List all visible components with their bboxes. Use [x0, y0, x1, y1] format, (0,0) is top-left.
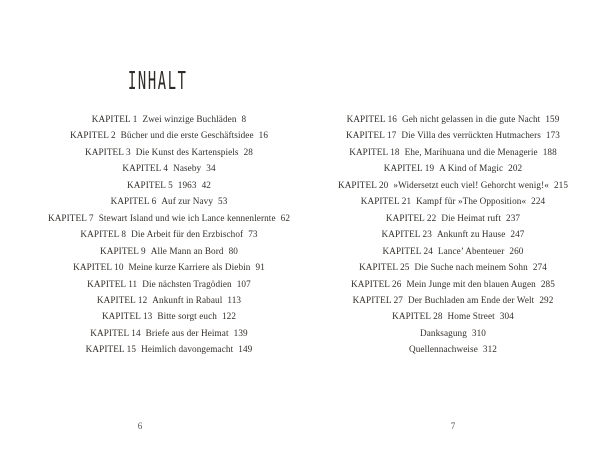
toc-entry-page-number: 304 — [499, 311, 514, 322]
toc-entry — [324, 276, 582, 292]
toc-entry-chapter-label: KAPITEL 2 — [69, 130, 116, 141]
toc-entry-title: Meine kurze Karriere als Diebin — [128, 262, 251, 273]
toc-entry-chapter-label: KAPITEL 8 — [80, 229, 127, 240]
toc-entry-page-number: 42 — [201, 179, 211, 190]
page-number-right: 7 — [450, 421, 456, 431]
toc-entry-chapter-label: KAPITEL 26 — [351, 278, 402, 289]
toc-entry — [324, 111, 582, 127]
toc-entry-title: Die Suche nach meinem Sohn — [414, 262, 528, 273]
toc-entry-page-number: 285 — [540, 278, 555, 289]
toc-entry-page-number: 247 — [510, 229, 525, 240]
toc-entry-chapter-label: KAPITEL 28 — [392, 311, 443, 322]
toc-entry-chapter-label: KAPITEL 3 — [84, 146, 131, 157]
toc-entry-chapter-label: KAPITEL 1 — [91, 114, 138, 124]
toc-entry — [324, 210, 582, 226]
toc-entry-title: Home Street — [447, 311, 495, 322]
toc-entry — [324, 292, 582, 308]
toc-column-right — [324, 111, 582, 358]
toc-entry-title: Ehe, Marihuana und die Menagerie — [404, 146, 538, 157]
toc-entry-chapter-label: KAPITEL 6 — [110, 196, 157, 207]
toc-entry — [40, 292, 298, 308]
page-number-left: 6 — [137, 421, 143, 431]
toc-entry-page-number: 188 — [542, 146, 557, 157]
toc-entry — [40, 341, 298, 357]
toc-entry-title: Die Heimat ruft — [441, 212, 501, 223]
toc-entry-title: 1963 — [177, 179, 197, 190]
toc-entry — [324, 341, 582, 357]
toc-entry-chapter-label: KAPITEL 24 — [382, 245, 433, 256]
toc-entry-page-number: 80 — [228, 245, 238, 256]
toc-entry-page-number: 34 — [206, 163, 216, 174]
toc-entry — [324, 193, 582, 209]
toc-entry-chapter-label: KAPITEL 5 — [127, 179, 173, 190]
toc-entry-page-number: 159 — [545, 114, 560, 124]
toc-entry — [40, 308, 298, 324]
toc-entry-chapter-label: KAPITEL 20 — [337, 179, 389, 190]
toc-entry — [324, 127, 582, 143]
toc-entry-chapter-label: KAPITEL 14 — [90, 327, 141, 338]
toc-entry — [40, 226, 298, 242]
toc-entry-title: Bücher und die erste Geschäftsidee — [120, 130, 254, 141]
toc-entry-chapter-label: KAPITEL 13 — [101, 311, 153, 322]
toc-entry — [40, 160, 298, 176]
toc-entry-page-number: 122 — [221, 311, 237, 322]
toc-entry-page-number: 62 — [280, 212, 291, 223]
toc-entry-chapter-label: KAPITEL 21 — [360, 196, 412, 207]
toc-entry-page-number: 139 — [233, 327, 248, 338]
toc-entry-page-number: 16 — [258, 130, 269, 141]
toc-entry-title: Der Buchladen am Ende der Welt — [407, 294, 535, 305]
toc-entry-chapter-label: KAPITEL 19 — [383, 163, 435, 174]
toc-entry-title: Die Arbeit für den Erzbischof — [131, 229, 244, 240]
toc-entry-page-number: 53 — [218, 196, 228, 207]
toc-entry — [40, 144, 298, 160]
toc-entry — [40, 127, 298, 143]
toc-entry-chapter-label: KAPITEL 11 — [87, 278, 138, 289]
toc-entry-chapter-label: KAPITEL 9 — [99, 245, 146, 256]
toc-entry-page-number: 237 — [506, 212, 521, 223]
toc-entry — [324, 177, 582, 193]
toc-entry — [40, 325, 298, 341]
toc-entry-page-number: 91 — [255, 262, 265, 273]
toc-entry-title: Die Kunst des Kartenspiels — [135, 146, 239, 157]
toc-entry-chapter-label: KAPITEL 4 — [122, 163, 169, 174]
toc-entry-title: Die nächsten Tragödien — [142, 278, 232, 289]
toc-entry-chapter-label: KAPITEL 18 — [349, 146, 400, 157]
toc-entry-title: Lance’ Abenteuer — [437, 245, 505, 256]
toc-entry-chapter-label: KAPITEL 23 — [381, 229, 432, 240]
toc-entry-page-number: 28 — [243, 146, 253, 157]
toc-entry — [40, 276, 298, 292]
toc-entry-chapter-label: KAPITEL 12 — [96, 294, 148, 305]
toc-entry-title: Bitte sorgt euch — [157, 311, 217, 322]
toc-entry-title: Heimlich davongemacht — [141, 344, 234, 355]
toc-entry-title: Stewart Island und wie ich Lance kennenlernte — [98, 212, 276, 223]
toc-entry-chapter-label: KAPITEL 10 — [73, 262, 124, 273]
toc-entry — [324, 226, 582, 242]
toc-entry-title: Naseby — [173, 163, 202, 174]
toc-entry — [40, 259, 298, 275]
toc-entry-title: Alle Mann an Bord — [150, 245, 224, 256]
toc-entry-page-number: 215 — [553, 179, 569, 190]
toc-entry — [40, 111, 298, 127]
toc-entry — [324, 325, 582, 341]
toc-column-left — [40, 111, 298, 358]
toc-entry — [40, 193, 298, 209]
contents-heading: INHALT — [128, 66, 188, 95]
toc-entry-chapter-label: KAPITEL 15 — [85, 344, 137, 355]
toc-entry-page-number: 274 — [532, 262, 547, 273]
toc-entry — [324, 243, 582, 259]
toc-entry-page-number: 8 — [241, 114, 247, 124]
toc-entry-title: Kampf für »The Opposition« — [416, 196, 527, 207]
toc-entry-title: Zwei winzige Buchläden — [142, 114, 237, 124]
toc-entry-page-number: 73 — [248, 229, 258, 240]
toc-entry-chapter-label: KAPITEL 17 — [345, 130, 397, 141]
toc-entry-chapter-label: KAPITEL 7 — [47, 212, 94, 223]
toc-entry — [40, 243, 298, 259]
toc-entry-page-number: 310 — [471, 327, 487, 338]
toc-entry-title: Danksagung — [419, 327, 467, 338]
toc-entry-title: Die Villa des verrückten Hutmachers — [401, 130, 541, 141]
toc-entry-page-number: 312 — [482, 344, 498, 355]
toc-entry-page-number: 173 — [545, 130, 561, 141]
toc-entry-chapter-label: KAPITEL 16 — [346, 114, 397, 124]
toc-entry — [40, 210, 298, 226]
toc-entry — [324, 160, 582, 176]
toc-entry-page-number: 260 — [509, 245, 524, 256]
toc-entry-title: Auf zur Navy — [161, 196, 214, 207]
toc-entry-title: Geh nicht gelassen in die gute Nacht — [402, 114, 541, 124]
toc-entry-page-number: 292 — [539, 294, 554, 305]
toc-entry — [324, 259, 582, 275]
toc-entry-page-number: 107 — [236, 278, 251, 289]
toc-entry-title: Ankunft zu Hause — [436, 229, 506, 240]
toc-entry-title: Ankunft in Rabaul — [152, 294, 223, 305]
toc-entry-title: »Widersetzt euch viel! Gehorcht wenig!« — [393, 179, 549, 190]
toc-entry-chapter-label: KAPITEL 27 — [352, 294, 403, 305]
toc-entry-chapter-label: KAPITEL 25 — [359, 262, 410, 273]
toc-entry-chapter-label: KAPITEL 22 — [385, 212, 437, 223]
toc-entry-title: Mein Junge mit den blauen Augen — [406, 278, 536, 289]
toc-entry-page-number: 224 — [531, 196, 546, 207]
toc-entry-page-number: 149 — [238, 344, 253, 355]
toc-entry — [324, 308, 582, 324]
toc-entry-page-number: 202 — [508, 163, 523, 174]
toc-entry — [324, 144, 582, 160]
toc-entry-title: Quellennachweise — [408, 344, 478, 355]
toc-entry-title: Briefe aus der Heimat — [145, 327, 229, 338]
toc-entry — [40, 177, 298, 193]
toc-entry-page-number: 113 — [227, 294, 242, 305]
toc-entry-title: A Kind of Magic — [439, 163, 504, 174]
